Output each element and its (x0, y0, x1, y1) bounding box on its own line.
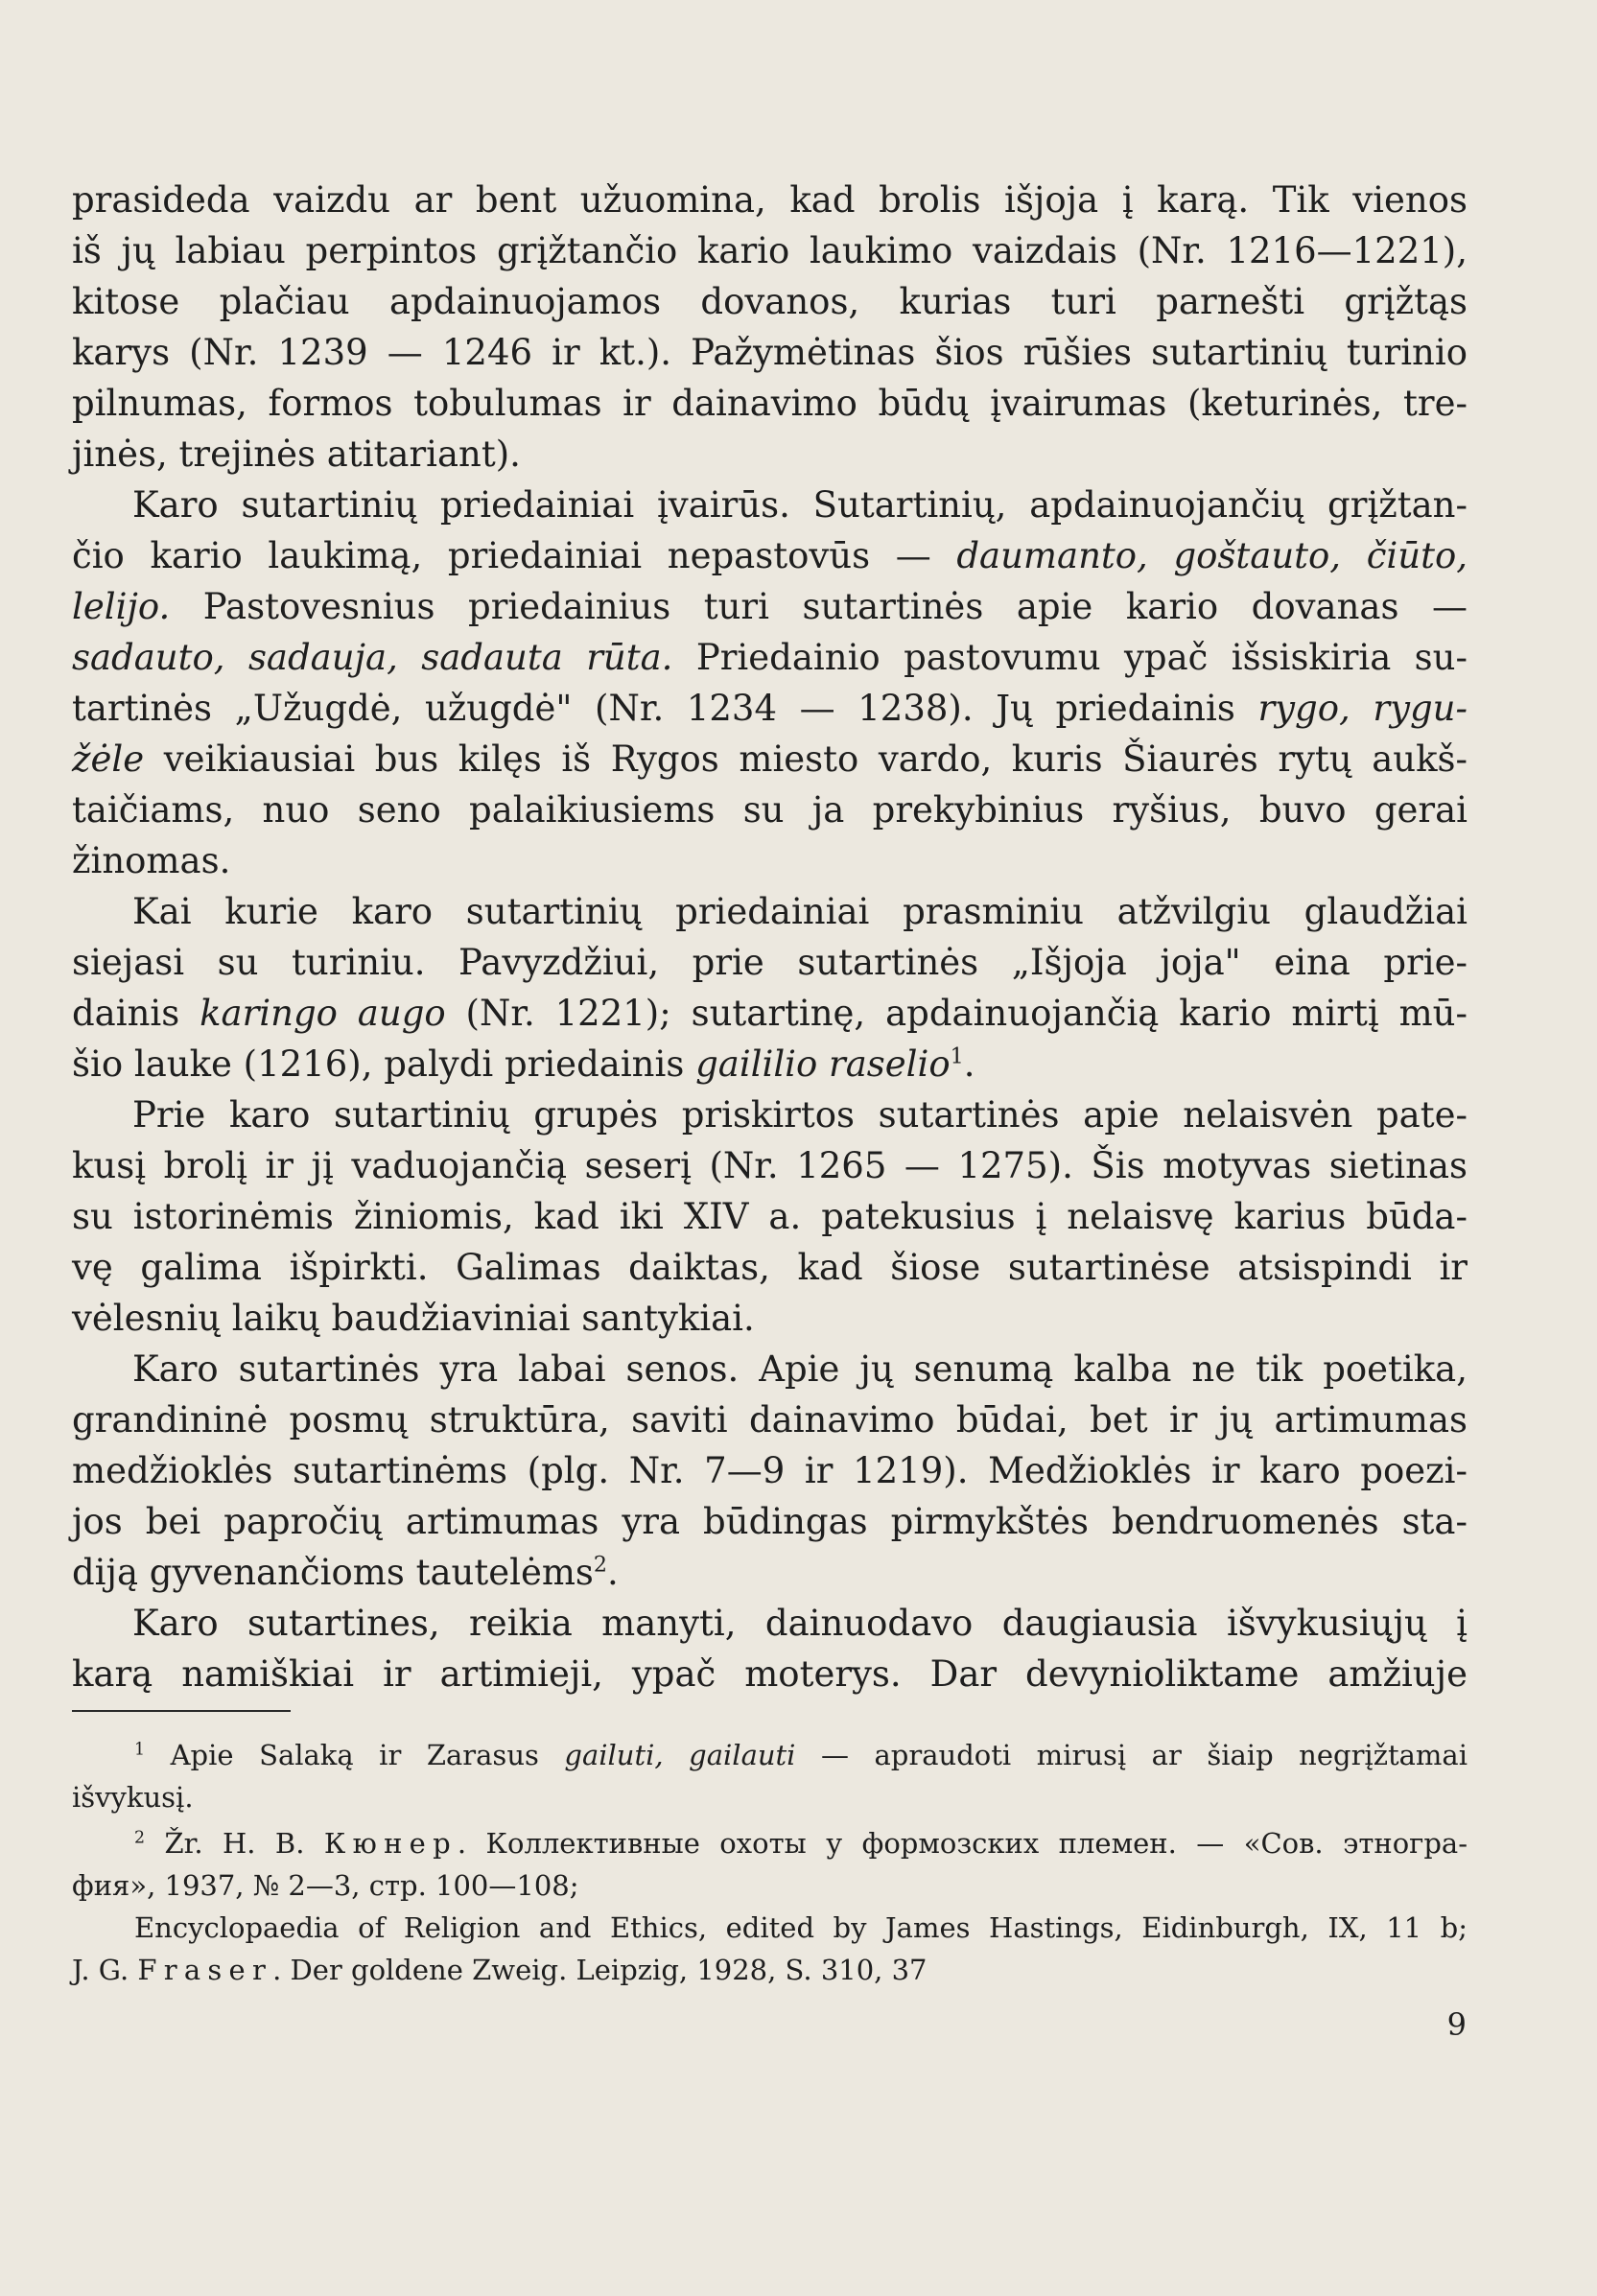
text-line: lelijo. Pastovesnius priedainius turi sutartinės apie kario dovanas — (72, 586, 1468, 627)
refrain-italic: karingo augo (200, 993, 446, 1034)
text-line: karys (Nr. 1239 — 1246 ir kt.). Pažymėtinas šios rūšies sutartinių turinio (72, 332, 1468, 373)
text-line: Karo sutartinių priedainiai įvairūs. Sutartinių, apdainuojančių grįžtan- (132, 484, 1468, 526)
page-number: 9 (1446, 2006, 1467, 2043)
footnote-line: $^1$ Apie Salaką ir Zarasus gailuti, gailauti — apraudoti mirusį ar šiaip negrįžtamai (134, 1739, 1468, 1771)
refrain-italic: daumanto, goštauto, čiūto, (956, 535, 1468, 576)
text-line: čio kario laukimą, priedainiai nepastovūs — daumanto, goštauto, čiūto, (72, 535, 1468, 576)
footnote-divider (72, 1710, 291, 1712)
text-line: vėlesnių laikų baudžiaviniai santykiai. (72, 1298, 755, 1339)
text-line: dainis karingo augo (Nr. 1221); sutartinę, apdainuojančią kario mirtį mū- (72, 993, 1468, 1034)
text-line: su istorinėmis žiniomis, kad iki XIV a. patekusius į nelaisvę karius būda- (72, 1196, 1468, 1237)
footnote-line: išvykusį. (72, 1781, 194, 1814)
text-line: karą namiškiai ir artimieji, ypač moterys. Dar devynioliktame amžiuje (72, 1653, 1468, 1695)
text-line: tartinės „Užugdė, užugdė" (Nr. 1234 — 1238). Jų priedainis rygo, rygu- (72, 688, 1468, 729)
refrain-italic: žėle (72, 738, 145, 780)
text-line: iš jų labiau perpintos grįžtančio kario laukimo vaizdais (Nr. 1216—1221), (72, 230, 1468, 271)
text-line: Prie karo sutartinių grupės priskirtos sutartinės apie nelaisvėn pate- (132, 1094, 1468, 1136)
text-line: žėle veikiausiai bus kilęs iš Rygos miesto vardo, kuris Šiaurės rytų aukš- (72, 738, 1468, 780)
text-line: jinės, trejinės atitariant). (72, 433, 521, 475)
text-line: kusį brolį ir jį vaduojančią seserį (Nr. 1265 — 1275). Šis motyvas sietinas (72, 1145, 1468, 1186)
footnote-ref: 1 (950, 1043, 964, 1069)
refrain-italic: sadauto, sadauja, sadauta rūta. (72, 637, 673, 678)
text-line: vę galima išpirkti. Galimas daiktas, kad šiose sutartinėse atsispindi ir (72, 1247, 1468, 1288)
footnote-line: фия», 1937, № 2—3, стр. 100—108; (72, 1869, 579, 1902)
text-line: pilnumas, formos tobulumas ir dainavimo būdų įvairumas (keturinės, tre- (72, 383, 1468, 424)
text-line: taičiams, nuo seno palaikiusiems su ja prekybinius ryšius, buvo gerai (72, 789, 1468, 831)
text-line: sadauto, sadauja, sadauta rūta. Priedainio pastovumu ypač išsiskiria su- (72, 637, 1468, 678)
text-line: žinomas. (72, 840, 231, 881)
text-line: šio lauke (1216), palydi priedainis gaililio raselio$^1$. (72, 1043, 975, 1085)
text-line: Kai kurie karo sutartinių priedainiai prasminiu atžvilgiu glaudžiai (132, 891, 1468, 932)
footnote-line: $^2$ Žr. Н. В. Кюнер. Коллективные охоты у формозских племен. — «Сов. этногра- (134, 1827, 1468, 1860)
text-line: grandininė posmų struktūra, saviti dainavimo būdai, bet ir jų artimumas (72, 1399, 1468, 1441)
text-line: prasideda vaizdu ar bent užuomina, kad brolis išjoja į karą. Tik vienos (72, 179, 1468, 221)
text-line: Karo sutartinės yra labai senos. Apie jų senumą kalba ne tik poetika, (132, 1348, 1468, 1390)
footnote-line: J. G. Fraser. Der goldene Zweig. Leipzig, 1928, S. 310, 37 (72, 1954, 928, 1986)
refrain-italic: lelijo. (72, 586, 171, 627)
text-line: Karo sutartines, reikia manyti, dainuodavo daugiausia išvykusiųjų į (132, 1603, 1468, 1644)
footnote-ref: 2 (593, 1552, 608, 1578)
text-line: jos bei papročių artimumas yra būdingas pirmykštės bendruomenės sta- (72, 1501, 1468, 1542)
refrain-italic: rygo, rygu- (1257, 688, 1468, 729)
text-line: medžioklės sutartinėms (plg. Nr. 7—9 ir 1219). Medžioklės ir karo poezi- (72, 1450, 1468, 1491)
refrain-italic: gaililio raselio (695, 1043, 951, 1085)
text-line: siejasi su turiniu. Pavyzdžiui, prie sutartinės „Išjoja joja" eina prie- (72, 942, 1468, 983)
text-line: diją gyvenančioms tautelėms$^2$. (72, 1552, 619, 1593)
text-line: kitose plačiau apdainuojamos dovanos, kurias turi parnešti grįžtąs (72, 281, 1468, 322)
footnote-line: Encyclopaedia of Religion and Ethics, edited by James Hastings, Eidinburgh, IX, 11 b; (134, 1911, 1468, 1944)
